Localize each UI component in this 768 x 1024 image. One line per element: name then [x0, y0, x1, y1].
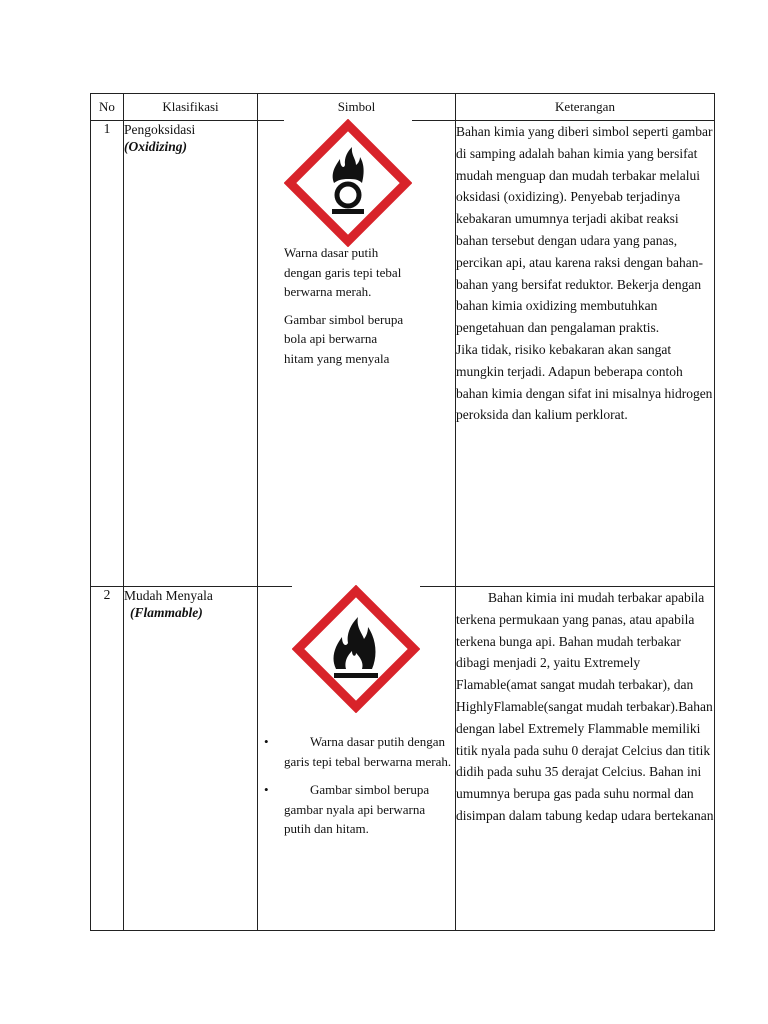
symbol-cell	[258, 121, 456, 587]
row-number: 1	[91, 121, 124, 587]
symbol-desc-line: Gambar simbol berupa gambar nyala api berwarna putih dan hitam.	[284, 782, 430, 836]
classification-cell	[124, 587, 258, 931]
symbol-cell	[258, 587, 456, 931]
list-item	[258, 732, 452, 771]
symbol-description-list	[258, 732, 452, 848]
flammable-ghs-icon	[292, 585, 420, 713]
header-keterangan: Keterangan	[456, 94, 715, 121]
bullet-icon: •	[264, 734, 269, 749]
oxidizing-ghs-icon	[284, 119, 412, 247]
classification-english: (Flammable)	[130, 605, 203, 620]
symbol-desc-line: Warna dasar putih dengan garis tepi tebal berwarna merah.	[284, 734, 452, 769]
row-number: 2	[91, 587, 124, 931]
symbol-desc-line: Warna dasar putih dengan garis tepi tebal berwarna merah.	[284, 245, 402, 299]
classification-english: (Oxidizing)	[124, 139, 188, 154]
table-row	[91, 121, 715, 587]
description-cell	[456, 121, 715, 587]
table-row	[91, 587, 715, 931]
header-no: No	[91, 94, 124, 121]
table-header-row	[91, 94, 715, 121]
classification-cell	[124, 121, 258, 587]
symbol-desc-line: Gambar simbol berupa bola api berwarna hitam yang menyala	[284, 311, 404, 366]
header-simbol: Simbol	[258, 94, 456, 121]
classification-name: Mudah Menyala	[124, 588, 213, 603]
description-paragraph: Bahan kimia ini mudah terbakar apabila terkena permukaan yang panas, atau apabila terkena bunga api. Bahan mudah terbakar dibagi menjadi 2, yaitu Extremely Flamable(amat sangat mudah terbakar), dan HighlyFlamable(sangat mudah terbakar).Bahan dengan label Extremely Flammable memiliki titik nyala pada suhu 0 derajat Celcius dan titik didih pada suhu 35 derajat Celcius. Bahan ini umumnya berupa gas pada suhu normal dan disimpan dalam tabung kedap udara bertekanan	[456, 590, 714, 823]
symbol-description	[284, 243, 404, 376]
list-item	[258, 780, 452, 839]
hazard-classification-table	[90, 93, 715, 931]
description-cell	[456, 587, 715, 931]
header-klasifikasi: Klasifikasi	[124, 94, 258, 121]
description-paragraph: Jika tidak, risiko kebakaran akan sangat mungkin terjadi. Adapun beberapa contoh bahan kimia dengan sifat ini misalnya hidrogen peroksida dan kalium perklorat.	[456, 341, 713, 423]
classification-name: Pengoksidasi	[124, 122, 196, 137]
description-paragraph: Bahan kimia yang diberi simbol seperti gambar di samping adalah bahan kimia yang bersifat mudah menguap dan mudah terbakar melalui oksidasi (oxidizing). Penyebab terjadinya kebakaran umumnya terjadi akibat reaksi bahan tersebut dengan udara yang panas, percikan api, atau karena raksi dengan bahan-bahan yang bersifat reduktor. Bekerja dengan bahan kimia oxidizing membutuhkan pengetahuan dan pengalaman praktis.	[456, 124, 713, 336]
bullet-icon: •	[264, 782, 269, 797]
